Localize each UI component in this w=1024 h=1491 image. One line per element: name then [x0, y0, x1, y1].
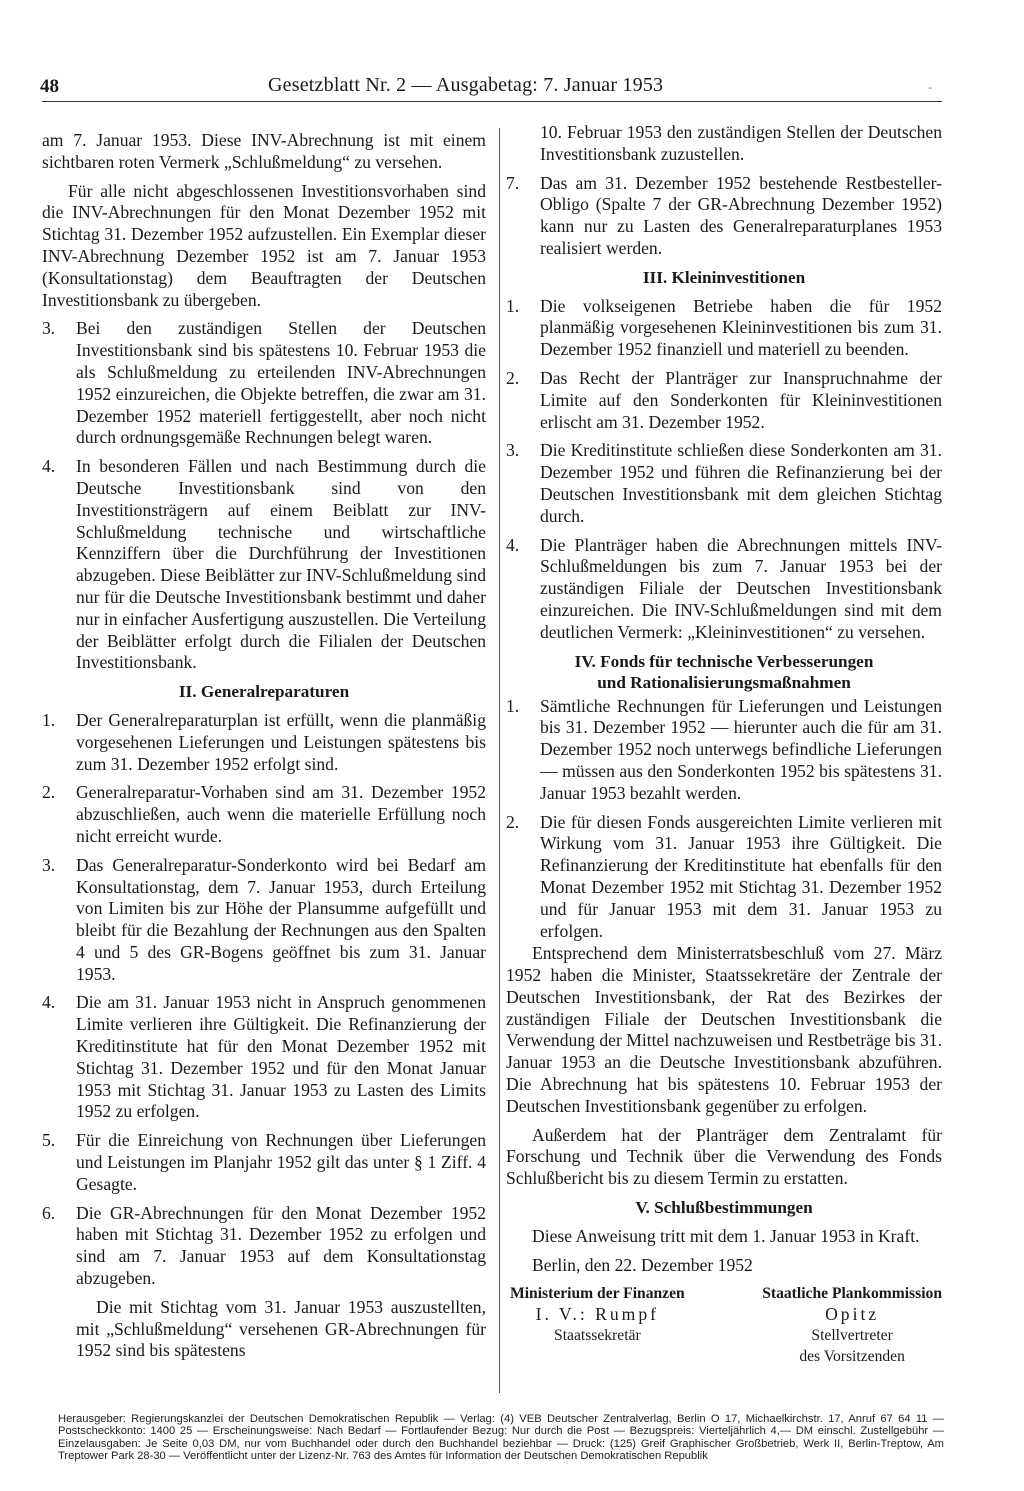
section-heading-schlussbestimmungen: V. Schlußbestimmungen [635, 1198, 813, 1218]
item-text: Die Kreditinstitute schließen diese Sonderkonten am 31. Dezember 1952 und führen die Refinanzierung bei der Deutschen Investitionsbank mit dem gleichen Stichtag durch. [540, 440, 942, 526]
header-rule [42, 101, 942, 102]
imprint-footer: Herausgeber: Regierungskanzlei der Deutschen Demokratischen Republik — Verlag: (4) VEB Deutscher Zentralverlag, Berlin O 17, Michaelkirchstr. 17, Anruf 67 64 11 — Postscheckkonto: 1400 25 — Erscheinungsweise: Nach Bedarf — Fortlaufender Bezug: Nur durch die Post — Bezugspreis: Vierteljährlich 4,— DM einschl. Zustellgebühr — Einzelausgaben: Je Seite 0,03 DM, nur vom Buchhandel oder durch den Buchhandel beziehbar — Druck: (125) Greif Graphischer Großbetrieb, Werk II, Berlin-Treptow, Am Treptower Park 28-30 — Veröffentlicht unter der Lizenz-Nr. 763 des Amtes für Information der Deutschen Demokratischen Republik [58, 1413, 944, 1463]
list-item-kl-3 [506, 440, 942, 527]
signature-org: Staatliche Plankommission [762, 1285, 942, 1303]
signature-plankommission [762, 1283, 942, 1367]
list-item-gr-4 [42, 992, 486, 1123]
signature-role: des Vorsitzenden [799, 1348, 905, 1366]
item-text: Die am 31. Januar 1953 nicht in Anspruch genommenen Limite verlieren ihre Gültigkeit. Die Refinanzierung der Kreditinstitute hat für den Monat Dezember 1952 mit Stichtag 31. Dezember 1952 und für den Monat Januar 1953 mit Stichtag 31. Januar 1953 zu Lasten des Limits 1952 zu erfolgen. [76, 992, 486, 1122]
section-heading-fonds [506, 651, 942, 693]
item-number: 2. [42, 782, 56, 803]
item-text: Sämtliche Rechnungen für Lieferungen und Leistungen bis 31. Dezember 1952 — hierunter auch die für am 31. Dezember 1952 noch unterwegs befindliche Lieferungen — müssen aus den Sonderkonten 1952 bis spätestens 31. Januar 1953 bezahlt werden. [540, 695, 942, 803]
item-text: In besonderen Fällen und nach Bestimmung durch die Deutsche Investitionsbank sind von den Investitionsträgern auf einem Beiblatt zur INV-Schlußmeldung technische und wirtschaftliche Kennziffern über die Durchführung der Investitionen abzugeben. Diese Beiblätter zur INV-Schlußmeldung sind nur für die Deutsche Investitionsbank bestimmt und daher nur in einfacher Ausfertigung auszustellen. Die Verteilung der Beiblätter erfolgt durch die Filialen der Deutschen Investitionsbank. [76, 456, 486, 673]
left-investment-paragraph: Für alle nicht abgeschlossenen Investitionsvorhaben sind die INV-Abrechnungen für den Monat Dezember 1952 mit Stichtag 31. Dezember 1952 aufzustellen. Ein Exemplar dieser INV-Abrechnung Dezember 1952 ist am 7. Januar 1953 (Konsultationstag) dem Beauftragten der Deutschen Investitionsbank zu übergeben. [42, 180, 486, 310]
list-item-gr-7 [506, 173, 942, 260]
item-number: 3. [506, 440, 520, 461]
list-item-gr-1 [42, 710, 486, 775]
item-number: 3. [42, 318, 56, 339]
list-item-kl-2 [506, 368, 942, 433]
section-heading-generalreparaturen: II. Generalreparaturen [178, 682, 350, 702]
signature-role: Stellvertreter [811, 1327, 893, 1345]
item-number: 1. [506, 695, 520, 716]
signature-org: Ministerium der Finanzen [510, 1285, 685, 1303]
item-number: 4. [506, 534, 520, 555]
gr-tail-paragraph: Die mit Stichtag vom 31. Januar 1953 auszustellten, mit „Schlußmeldung“ versehenen GR-Abrechnungen für 1952 sind bis spätestens [76, 1296, 486, 1361]
item-number: 7. [506, 172, 520, 193]
inkraft-paragraph: Diese Anweisung tritt mit dem 1. Januar 1953 in Kraft. [532, 1225, 920, 1246]
item-number: 2. [506, 811, 520, 832]
ministerrat-paragraph: Entsprechend dem Ministerratsbeschluß vom 27. März 1952 haben die Minister, Staatssekretäre der Zentrale der Deutschen Investitionsbank, der Rat des Bezirkes der zuständigen Filiale der Deutschen Investitionsbank die Verwendung der Mittel nachzuweisen und Restbeträge bis 31. Januar 1953 an die Deutsche Investitionsbank abzuführen. Die Abrechnung hat bis spätestens 10. Februar 1953 der Deutschen Investitionsbank gegenüber zu erfolgen. [506, 943, 942, 1116]
list-item-gr-6 [42, 1203, 486, 1290]
item-text: Der Generalreparaturplan ist erfüllt, wenn die planmäßig vorgesehenen Lieferungen und Leistungen spätestens bis zum 31. Dezember 1952 erfolgt sind. [76, 709, 486, 774]
item-number: 1. [42, 709, 56, 730]
item-text: Das am 31. Dezember 1952 bestehende Restbesteller-Obligo (Spalte 7 der GR-Abrechnung Dezember 1952) kann nur zu Lasten des Generalreparaturplanes 1953 realisiert werden. [540, 172, 942, 258]
list-item-gr-5 [42, 1130, 486, 1195]
item-number: 6. [42, 1202, 56, 1223]
item-text: Die für diesen Fonds ausgereichten Limite verlieren mit Wirkung vom 31. Januar 1953 ihre Gültigkeit. Die Refinanzierung der Kreditinstitute hat ebenfalls für den Monat Dezember 1952 mit Stichtag 31. Dezember 1952 und für Januar 1953 mit dem 31. Januar 1953 zu erfolgen. [540, 811, 942, 941]
signature-name: I. V.: Rumpf [535, 1304, 660, 1325]
item-number: 4. [42, 992, 56, 1013]
right-column [506, 122, 942, 1367]
signature-block [506, 1283, 942, 1367]
item-text: Generalreparatur-Vorhaben sind am 31. Dezember 1952 abzuschließen, auch wenn die materielle Erfüllung noch nicht erreicht wurde. [76, 782, 486, 846]
corner-mark: - [928, 80, 932, 94]
signature-name: Opitz [825, 1304, 880, 1325]
item-text: Das Generalreparatur-Sonderkonto wird bei Bedarf am Konsultationstag, dem 7. Januar 1953, durch Erteilung von Limiten bis zur Höhe der Plansumme aufgefüllt und bleibt für die Bezahlung der Rechnungen aus den Spalten 4 und 5 des GR-Bogens geöffnet bis zum 31. Januar 1953. [76, 854, 486, 984]
section-heading-fonds-line2: und Rationalisierungsmaßnahmen [597, 672, 851, 692]
place-date: Berlin, den 22. Dezember 1952 [532, 1254, 753, 1275]
item-text: Das Recht der Planträger zur Inanspruchnahme der Limite auf den Sonderkonten für Kleininvestitionen erlischt am 31. Dezember 1952. [540, 367, 942, 432]
list-item-fo-2 [506, 812, 942, 943]
item-text: Die GR-Abrechnungen für den Monat Dezember 1952 haben mit Stichtag 31. Dezember 1952 zu erfolgen und sind am 7. Januar 1953 auf dem Konsultationstag abzugeben. [76, 1202, 486, 1289]
section-heading-kleininvestitionen: III. Kleininvestitionen [642, 267, 806, 287]
item-number: 4. [42, 456, 56, 477]
list-item-kl-4 [506, 535, 942, 644]
item-text: Die volkseigenen Betriebe haben die für 1952 planmäßig vorgesehenen Kleininvestitionen bis zum 31. Dezember 1952 finanziell und materiell zu beenden. [540, 295, 942, 360]
page-header-title: Gesetzblatt Nr. 2 — Ausgabetag: 7. Januar 1953 [268, 74, 664, 96]
column-divider [499, 128, 500, 1393]
item-number: 5. [42, 1130, 56, 1151]
item-number: 3. [42, 854, 56, 875]
item-text: Bei den zuständigen Stellen der Deutschen Investitionsbank sind bis spätestens 10. Februar 1953 die als Schlußmeldung zu erteilenden INV-Abrechnungen 1952 einzureichen, die Objekte betreffen, die zwar am 31. Dezember 1952 materiell fertiggestellt, aber noch nicht durch ordnungsgemäße Rechnungen belegt waren. [76, 318, 486, 448]
list-item-fo-1 [506, 696, 942, 805]
list-item-4 [42, 456, 486, 674]
signature-finance-ministry [510, 1283, 685, 1367]
list-item-gr-3 [42, 855, 486, 986]
list-item-3 [42, 318, 486, 449]
item-text: Die Planträger haben die Abrechnungen mittels INV-Schlußmeldungen bis zum 7. Januar 1953 bei der zuständigen Filiale der Deutschen Investitionsbank einzureichen. Die INV-Schlußmeldungen sind mit dem deutlichen Vermerk: „Kleininvestitionen“ zu versehen. [540, 534, 942, 642]
page-number: 48 [40, 76, 59, 97]
section-heading-fonds-line1: IV. Fonds für technische Verbesserungen [574, 651, 874, 671]
left-intro-paragraph: am 7. Januar 1953. Diese INV-Abrechnung ist mit einem sichtbaren roten Vermerk „Schlußmeldung“ zu versehen. [42, 130, 486, 172]
right-carry-paragraph: 10. Februar 1953 den zuständigen Stellen der Deutschen Investitionsbank zuzustellen. [540, 122, 942, 164]
left-column [42, 130, 486, 1369]
item-number: 1. [506, 295, 520, 316]
list-item-gr-2 [42, 782, 486, 847]
list-item-kl-1 [506, 296, 942, 361]
signature-role: Staatssekretär [554, 1327, 641, 1345]
zentralamt-paragraph: Außerdem hat der Planträger dem Zentralamt für Forschung und Technik über die Verwendung des Fonds Schlußbericht bis zu diesem Termin zu erstatten. [506, 1124, 942, 1189]
item-number: 2. [506, 367, 520, 388]
item-text: Für die Einreichung von Rechnungen über Lieferungen und Leistungen im Planjahr 1952 gilt das unter § 1 Ziff. 4 Gesagte. [76, 1130, 486, 1194]
